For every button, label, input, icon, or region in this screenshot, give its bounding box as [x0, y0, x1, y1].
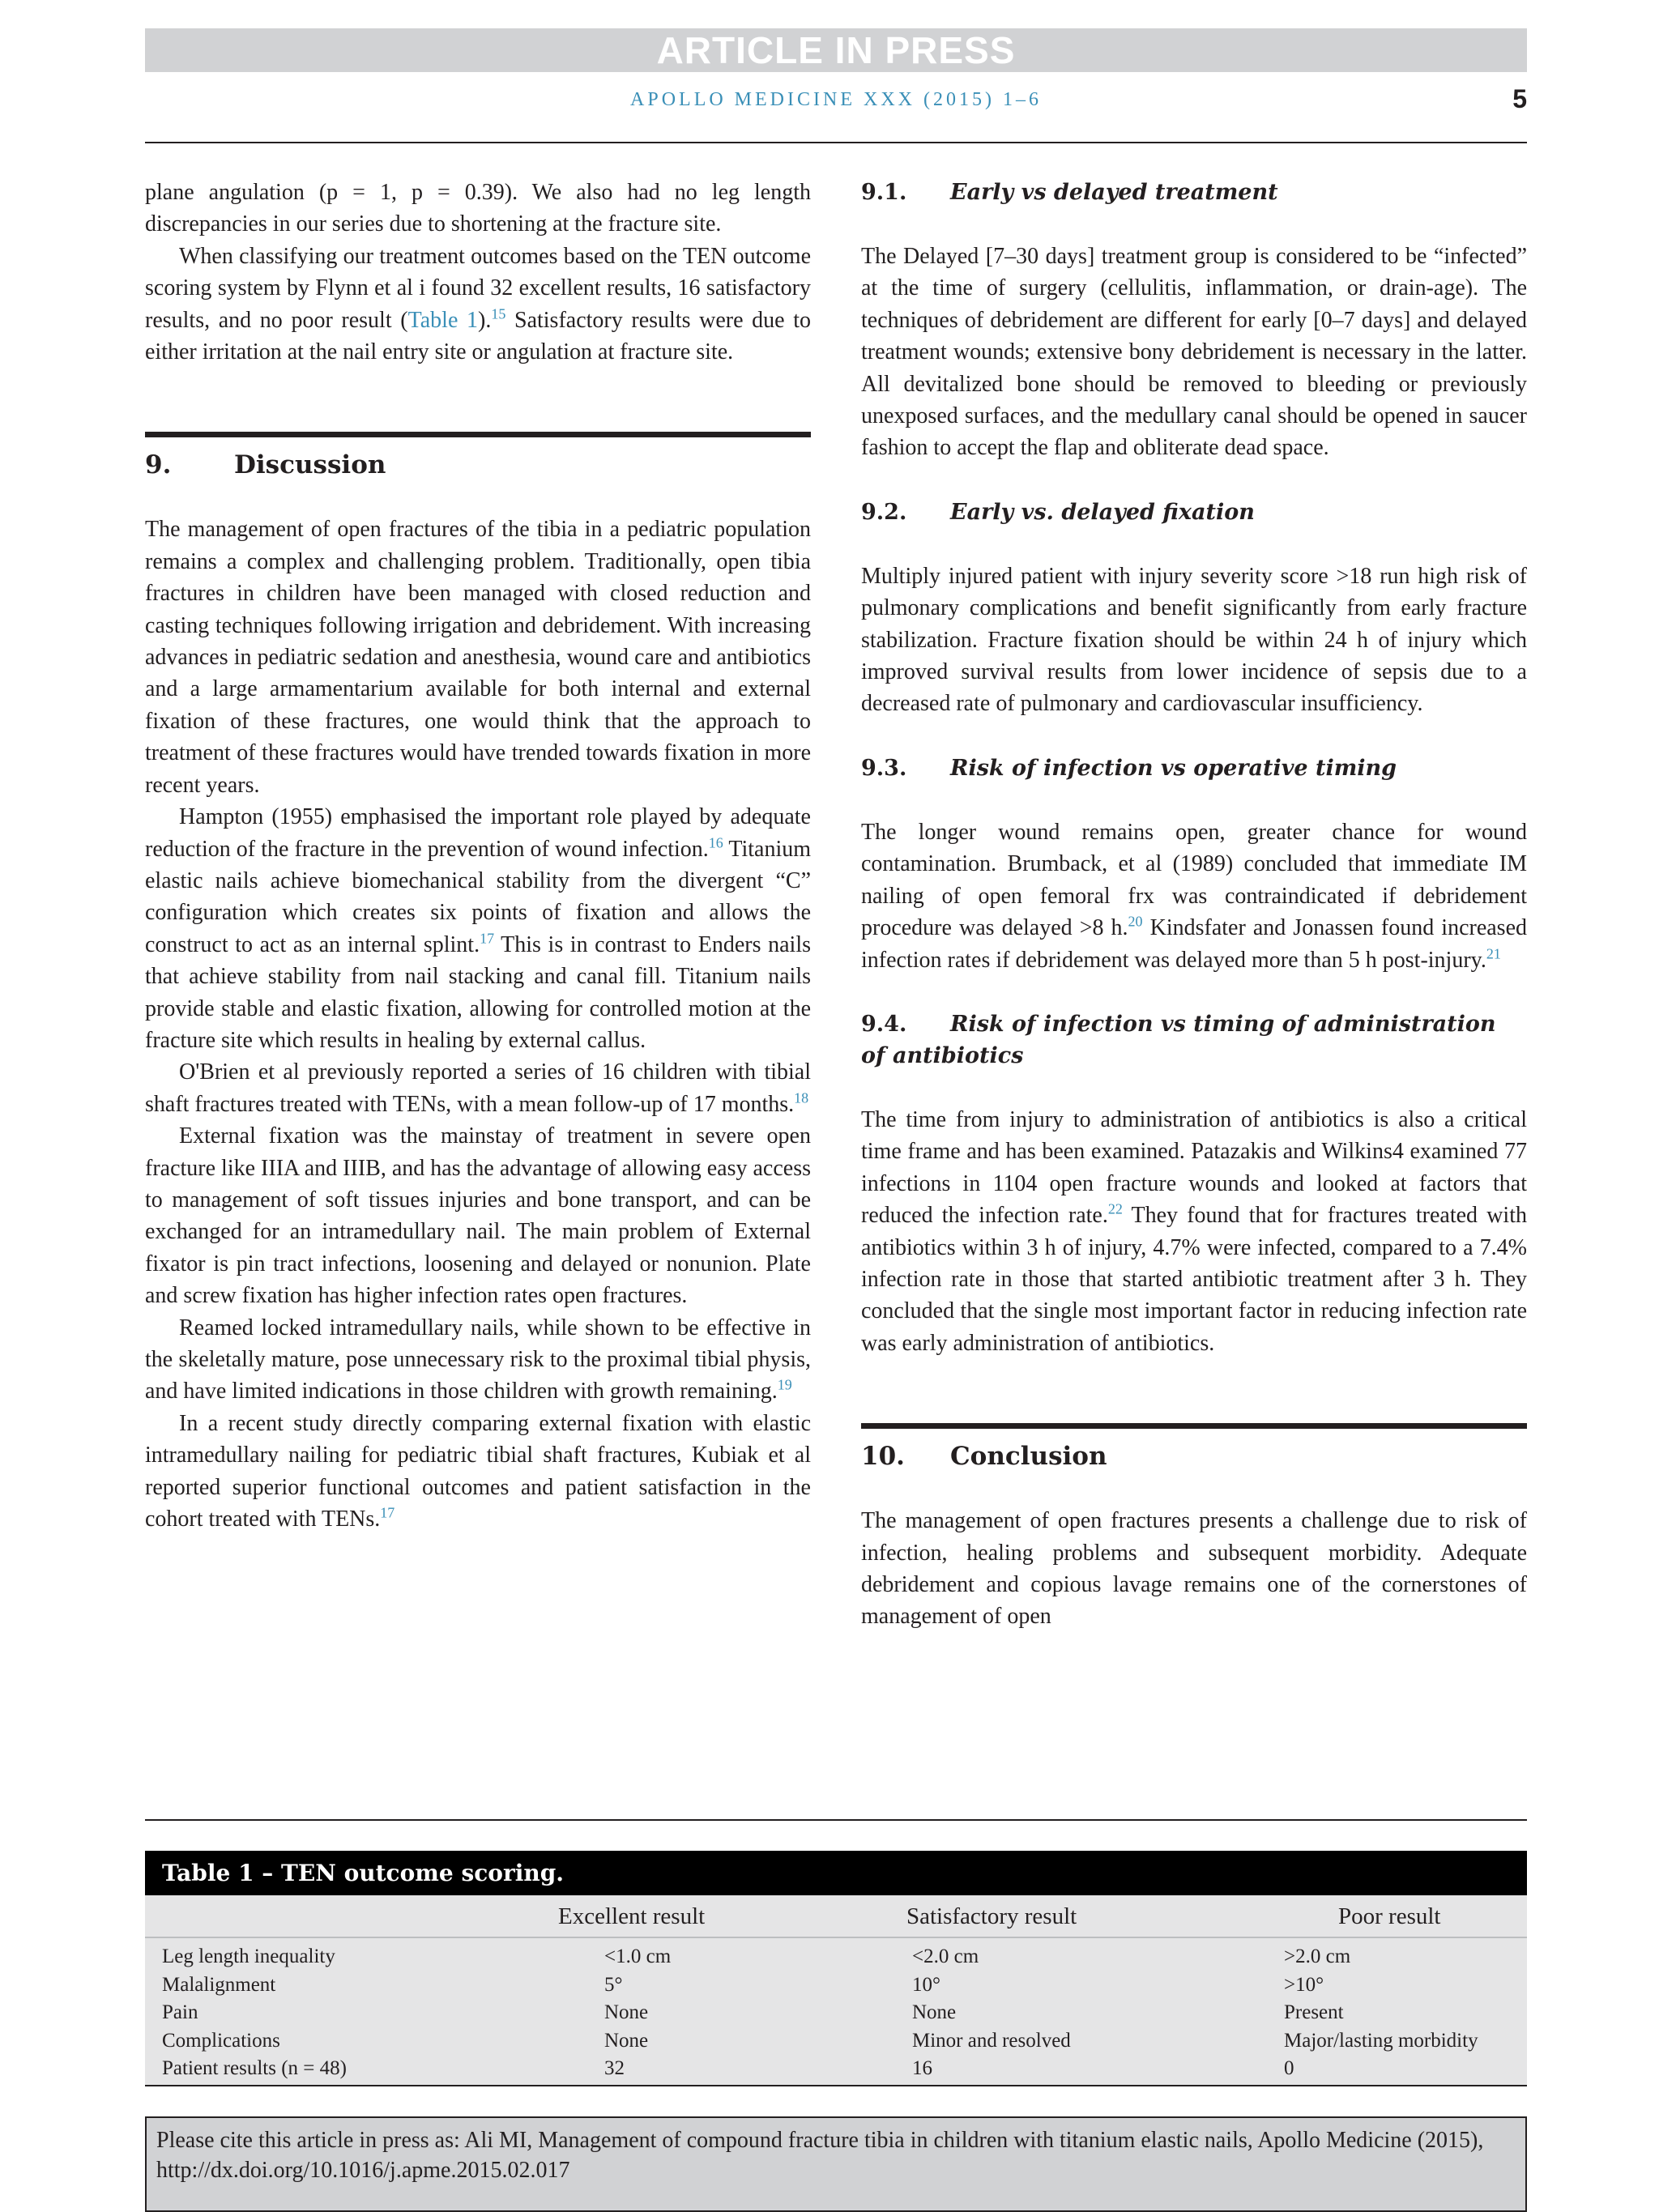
text: ).: [478, 307, 492, 333]
table-cell: Major/lasting morbidity: [1284, 2029, 1478, 2052]
subsection-number: 9.1.: [861, 180, 907, 205]
table-cell: <1.0 cm: [604, 1946, 672, 1967]
section-number: 10.: [861, 1442, 905, 1472]
text: In a recent study directly comparing external fixation with elastic intramedullary nailing for pediatric tibial shaft fractures, Kubiak et al reported superior functional outcomes and patient satisfaction in the cohort treated with TENs.: [145, 1410, 811, 1532]
paragraph-discussion-2: [145, 801, 811, 1056]
subsection-title: Early vs delayed treatment: [950, 180, 1278, 205]
table-cell: <2.0 cm: [912, 1946, 979, 1967]
subsection-heading-9-3: [861, 752, 1527, 784]
reference-link[interactable]: 20: [1128, 913, 1143, 930]
paragraph-conclusion: The management of open fractures presents a challenge due to risk of infection, healing problems and subsequent morbidity. Adequate debridement and copious lavage remains one of the cornerstones of management of open: [861, 1508, 1527, 1630]
table-cell: None: [912, 2001, 957, 2023]
table-cell: >2.0 cm: [1284, 1946, 1351, 1967]
table-cell: 10°: [912, 1973, 940, 1996]
section-title: Conclusion: [950, 1442, 1107, 1472]
table-cell: 0: [1284, 2057, 1294, 2079]
table-header-poor: Poor result: [1338, 1903, 1441, 1929]
subsection-title: Risk of infection vs operative timing: [950, 755, 1397, 781]
table-cell: 16: [912, 2057, 932, 2079]
subsection-title: Risk of infection vs timing of administration of antibiotics: [861, 1011, 1496, 1068]
table-cell: 32: [604, 2057, 625, 2079]
table-cell: >10°: [1284, 1973, 1324, 1996]
journal-running-header: APOLLO MEDICINE XXX (2015) 1–6: [630, 89, 1042, 110]
table-cell: Malalignment: [162, 1973, 276, 1996]
table-top-rule: [145, 1819, 1527, 1821]
section-number: 9.: [145, 450, 172, 480]
table-cell: None: [604, 2029, 649, 2052]
text: The longer wound remains open, greater chance for wound contamination. Brumback, et al (1989) concluded that immediate IM nailing of open femoral frx was contraindicated if debridement procedure was delayed >8 h.: [861, 819, 1527, 941]
subsection-title: Early vs. delayed fixation: [950, 499, 1255, 525]
table-header-rule: [145, 1937, 1527, 1938]
table-1-link[interactable]: Table 1: [407, 307, 479, 333]
paragraph-discussion-4: External fixation was the mainstay of treatment in severe open fracture like IIIA and IIIB, and has the advantage of allowing easy access to management of soft tissues injuries and bone transport, and can be exchanged for an intramedullary nail. The main problem of External fixator is pin tract infections, loosening and delayed or nonunion. Plate and screw fixation has higher infection rates open fractures.: [145, 1123, 811, 1309]
left-column: [145, 177, 811, 1535]
reference-link[interactable]: 18: [794, 1089, 809, 1106]
table-cell: Minor and resolved: [912, 2029, 1071, 2052]
reference-link[interactable]: 17: [380, 1504, 395, 1521]
table-cell: Patient results (n = 48): [162, 2057, 347, 2079]
table-cell: Leg length inequality: [162, 1946, 335, 1967]
text: Hampton (1955) emphasised the important role played by adequate reduction of the fracture in the prevention of wound infection.: [145, 804, 811, 862]
paragraph-intro-2: [145, 241, 811, 369]
page-number: 5: [1512, 84, 1527, 113]
text: Satisfactory results were due to either irritation at the nail entry site or angulation at fracture site.: [145, 307, 812, 365]
reference-link[interactable]: 21: [1486, 945, 1501, 962]
paragraph-discussion-1: The management of open fractures of the tibia in a pediatric population remains a complex and challenging problem. Traditionally, open tibia fractures in children have been managed with closed reduction and casting techniques following irrigation and debridement. With increasing advances in pediatric sedation and anesthesia, wound care and antibiotics and a large armamentarium available for both internal and external fixation of these fractures, one would think that the approach to treatment of these fractures would have trended towards fixation in more recent years.: [145, 517, 811, 798]
reference-link[interactable]: 15: [491, 305, 506, 322]
text: When classifying our treatment outcomes based on the TEN outcome scoring system by Flynn et al i found 32 excellent results, 16 satisfactory results, and no poor result (: [145, 243, 811, 333]
reference-link[interactable]: 19: [777, 1377, 792, 1394]
subsection-heading-9-1: [861, 177, 1527, 208]
paragraph-9-2: Multiply injured patient with injury severity score >18 run high risk of pulmonary complications and benefit significantly from early fracture stabilization. Fracture fixation should be within 24 h of injury which improved survival results from lower incidence of sepsis due to a decreased rate of pulmonary and cardiovascular insufficiency.: [861, 563, 1527, 717]
paragraph-discussion-6: [145, 1408, 811, 1536]
reference-link[interactable]: 16: [708, 834, 723, 851]
text: O'Brien et al previously reported a series of 16 children with tibial shaft fractures treated with TENs, with a mean follow-up of 17 months.: [145, 1059, 811, 1117]
text: Reamed locked intramedullary nails, while shown to be effective in the skeletally mature, pose unnecessary risk to the proximal tibial physis, and have limited indications in those children with growth remaining.: [145, 1315, 811, 1404]
table-header-satisfactory: Satisfactory result: [906, 1903, 1077, 1929]
reference-link[interactable]: 17: [480, 930, 495, 947]
subsection-number: 9.3.: [861, 755, 907, 781]
paragraph-9-1: The Delayed [7–30 days] treatment group is considered to be “infected” at the time of surgery (cellulitis, inflammation, or drain-age). The techniques of debridement are different for early [0–7 days] and delayed treatment wounds; extensive bony debridement is necessary in the latter. All devitalized bone should be removed to bleeding or previously unexposed surfaces, and the medullary canal should be opened in saucer fashion to accept the flap and obliterate dead space.: [861, 244, 1527, 461]
subsection-heading-9-4: [861, 1008, 1527, 1072]
paragraph-9-4: [861, 1104, 1527, 1359]
subsection-heading-9-2: [861, 497, 1527, 528]
text: They found that for fractures treated with antibiotics within 3 h of injury, 4.7% were infected, compared to a 7.4% infection rate in those that started antibiotic treatment after 3 h. They concluded that the single most important factor in reducing infection rate was early administration of antibiotics.: [861, 1203, 1527, 1356]
text: Kindsfater and Jonassen found increased infection rates if debridement was delayed more than 5 h post-injury.: [861, 915, 1527, 973]
table-cell: None: [604, 2001, 649, 2023]
subsection-number: 9.2.: [861, 499, 907, 525]
table-header-excellent: Excellent result: [558, 1903, 706, 1929]
paragraph-9-3: [861, 816, 1527, 976]
table-cell: 5°: [604, 1973, 623, 1996]
text: This is in contrast to Enders nails that achieve stability from nail stacking and canal fill. Titanium nails provide stable and elastic fixation, allowing for controlled motion at the fracture site which results in healing by external callus.: [145, 931, 811, 1053]
section-heading-discussion: [145, 432, 811, 481]
article-in-press-banner: ARTICLE IN PRESS: [145, 28, 1527, 72]
reference-link[interactable]: 22: [1107, 1200, 1123, 1217]
text: Titanium elastic nails achieve biomechanical stability from the divergent “C” configuration which creates six points of fixation and allows the construct to act as an internal splint.: [145, 836, 811, 957]
table-cell: Present: [1284, 2001, 1344, 2023]
paragraph-intro-1: plane angulation (p = 1, p = 0.39). We also had no leg length discrepancies in our series due to shortening at the fracture site.: [145, 180, 811, 237]
section-heading-conclusion: [861, 1423, 1527, 1473]
paragraph-discussion-3: [145, 1056, 811, 1120]
table-cell: Complications: [162, 2029, 280, 2052]
paragraph-discussion-5: [145, 1312, 811, 1408]
text: The time from injury to administration of antibiotics is also a critical time frame and has been examined. Patazakis and Wilkins4 examined 77 infections in 1104 open fracture wounds and looked at factors that reduced the infection rate.: [861, 1106, 1527, 1229]
section-title: Discussion: [234, 450, 386, 480]
table-cell: Pain: [162, 2001, 198, 2023]
table-title: Table 1 – TEN outcome scoring.: [145, 1851, 1527, 1895]
header-rule: [145, 142, 1527, 143]
right-column: [861, 177, 1527, 1633]
subsection-number: 9.4.: [861, 1011, 907, 1037]
citation-box: Please cite this article in press as: Ali MI, Management of compound fracture tibia in children with titanium elastic nails, Apollo Medicine (2015), http://dx.doi.org/10.1016/j.apme.2015.02.017: [145, 2116, 1527, 2212]
outcome-table: [145, 1895, 1527, 2086]
